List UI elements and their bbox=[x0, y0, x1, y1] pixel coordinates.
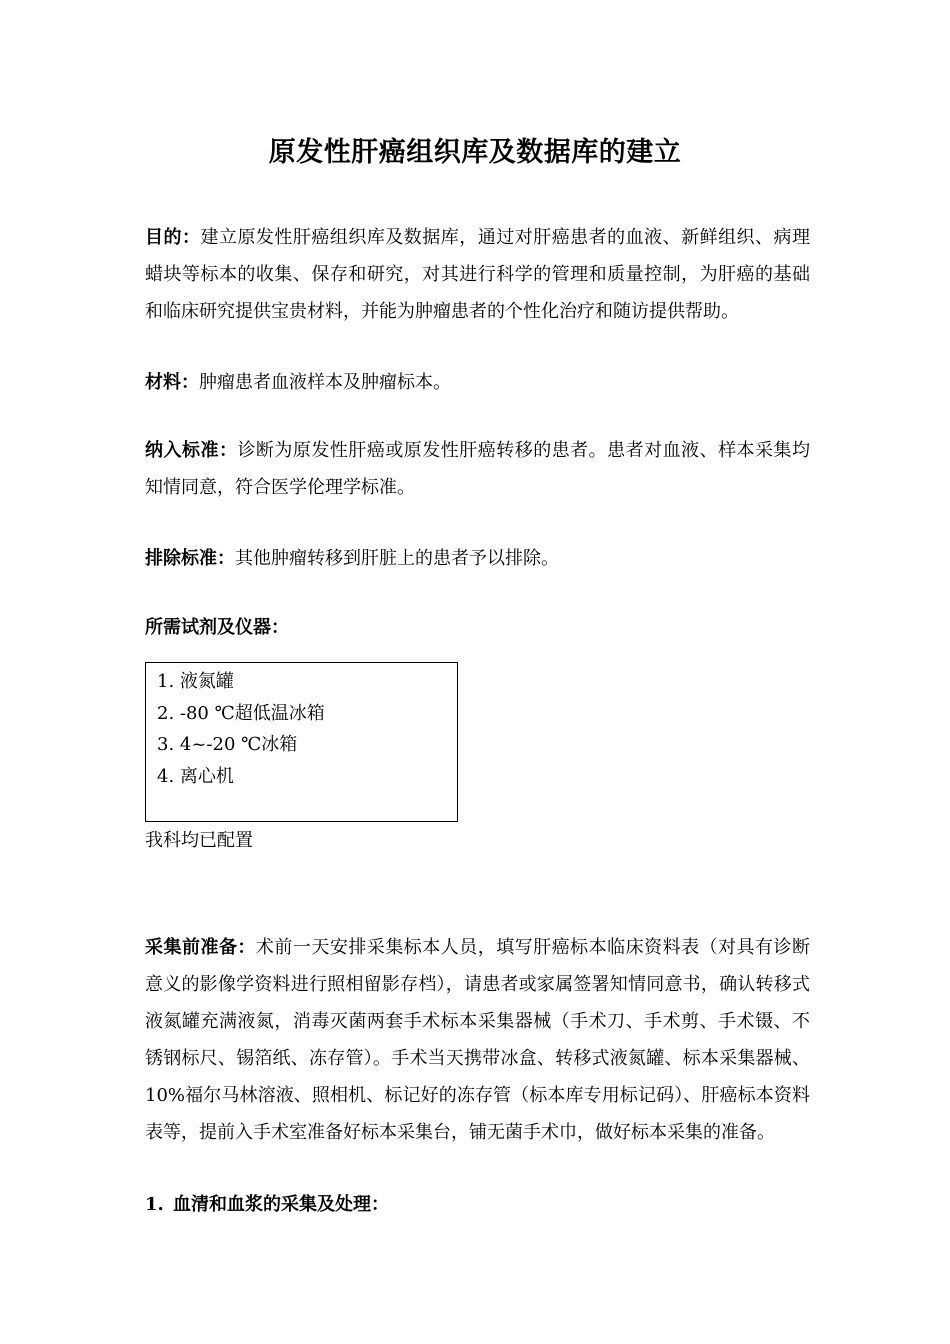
section-1-title: 血清和血浆的采集及处理： bbox=[173, 1194, 389, 1215]
reagents-heading-paragraph bbox=[145, 609, 810, 646]
inclusion-text: 诊断为原发性肝癌或原发性肝癌转移的患者。患者对血液、样本采集均知情同意，符合医学伦理学标准。 bbox=[145, 440, 811, 498]
preparation-label: 采集前准备： bbox=[145, 937, 256, 958]
material-text: 肿瘤患者血液样本及肿瘤标本。 bbox=[199, 372, 451, 393]
exclusion-label: 排除标准： bbox=[145, 548, 235, 569]
equipment-note: 我科均已配置 bbox=[145, 830, 253, 851]
purpose-text: 建立原发性肝癌组织库及数据库，通过对肝癌患者的血液、新鲜组织、病理蜡块等标本的收集、保存和研究，对其进行科学的管理和质量控制，为肝癌的基础和临床研究提供宝贵材料，并能为肿瘤患者的个性化治疗和随访提供帮助。 bbox=[145, 227, 811, 322]
preparation-text: 术前一天安排采集标本人员，填写肝癌标本临床资料表（对具有诊断意义的影像学资料进行照相留影存档），请患者或家属签署知情同意书，确认转移式液氮罐充满液氮，消毒灭菌两套手术标本采集器械（手术刀、手术剪、手术镊、不锈钢标尺、锡箔纸、冻存管）。手术当天携带冰盒、转移式液氮罐、标本采集器械、10%福尔马林溶液、照相机、标记好的冻存管（标本库专用标记码）、肝癌标本资料表等，提前入手术室准备好标本采集台，铺无菌手术巾，做好标本采集的准备。 bbox=[145, 937, 811, 1143]
purpose-paragraph bbox=[145, 219, 810, 330]
equipment-list-box bbox=[145, 662, 458, 822]
equipment-item: 4. 离心机 bbox=[157, 765, 234, 787]
exclusion-text: 其他肿瘤转移到肝脏上的患者予以排除。 bbox=[235, 548, 559, 569]
material-paragraph bbox=[145, 364, 810, 401]
inclusion-paragraph bbox=[145, 432, 810, 506]
inclusion-label: 纳入标准： bbox=[145, 440, 238, 461]
material-label: 材料： bbox=[145, 372, 199, 393]
preparation-paragraph bbox=[145, 929, 810, 1151]
equipment-item: 1. 液氮罐 bbox=[157, 671, 234, 692]
equipment-item: 3. 4~-20 ℃冰箱 bbox=[157, 734, 298, 755]
exclusion-paragraph bbox=[145, 540, 810, 577]
equipment-item: 2. -80 ℃超低温冰箱 bbox=[157, 702, 325, 724]
section-1-heading bbox=[145, 1186, 810, 1223]
section-1-number: 1. bbox=[145, 1194, 164, 1215]
document-title: 原发性肝癌组织库及数据库的建立 bbox=[268, 137, 682, 168]
purpose-label: 目的： bbox=[145, 227, 201, 248]
reagents-label: 所需试剂及仪器： bbox=[145, 617, 289, 638]
